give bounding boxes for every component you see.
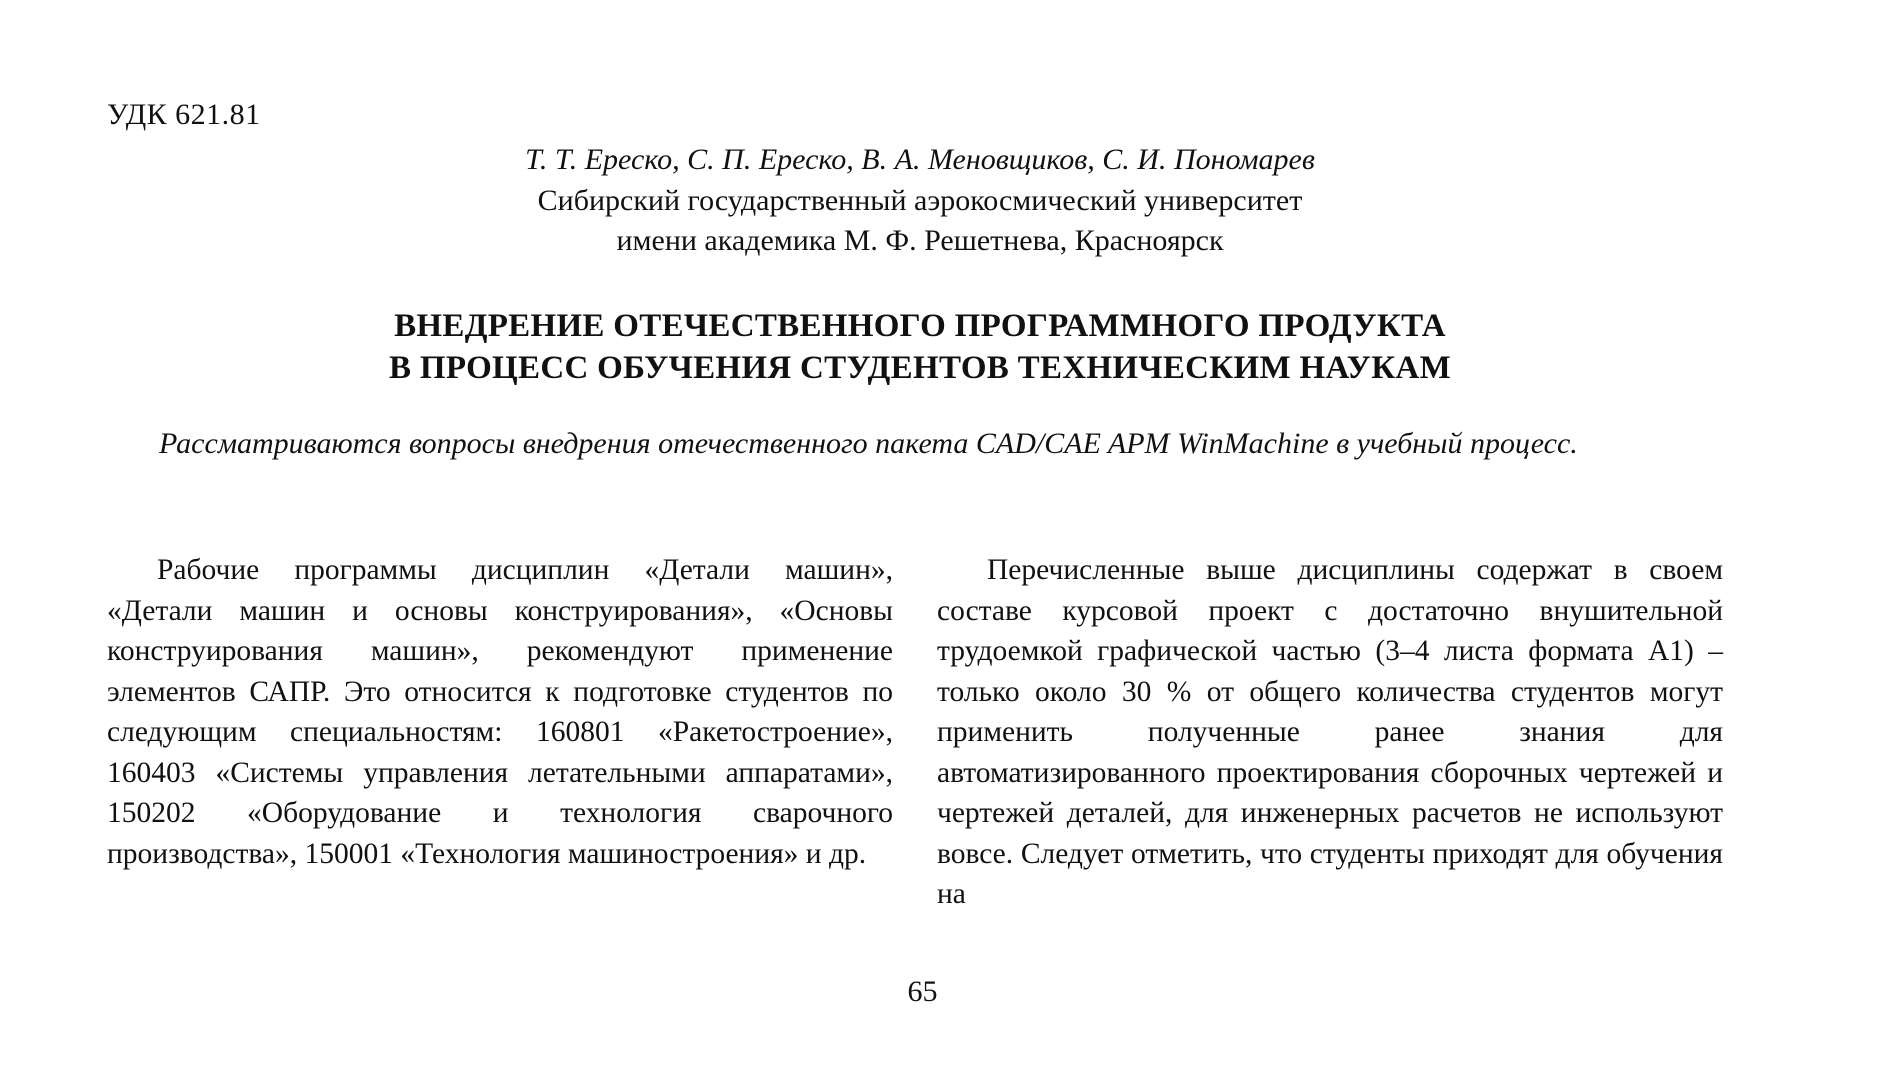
udk-code: УДК 621.81 — [107, 98, 261, 131]
title-line-1: ВНЕДРЕНИЕ ОТЕЧЕСТВЕННОГО ПРОГРАММНОГО ПРОДУКТА — [394, 308, 1446, 344]
page-number: 65 — [907, 975, 938, 1008]
affiliation — [190, 181, 1650, 261]
body-column-right: Перечисленные выше дисциплины содержат в своем составе курсовой проект с достаточно внушительной трудоемкой графической частью (3–4 листа формата А1) – только около 30 % от общего количества студентов могут применить полученные ранее знания для автоматизированного проектирования сборочных чертежей и чертежей деталей, для инженерных расчетов не используют вовсе. Следует отметить, что студенты приходят для обучения на — [937, 554, 1723, 910]
authors-line: Т. Т. Ереско, С. П. Ереско, В. А. Меновщиков, С. И. Пономарев — [525, 143, 1315, 176]
affiliation-line-2: имени академика М. Ф. Решетнева, Красноярск — [616, 224, 1224, 257]
article-title — [190, 305, 1650, 389]
abstract: Рассматриваются вопросы внедрения отечественного пакета CAD/CAE APM WinMachine в учебный процесс. — [159, 427, 1578, 460]
body-column-left: Рабочие программы дисциплин «Детали машин», «Детали машин и основы конструирования», «Основы конструирования машин», рекомендуют применение элементов САПР. Это относится к подготовке студентов по следующим специальностям: 160801 «Ракетостроение», 160403 «Системы управления летательными аппаратами», 150202 «Оборудование и технология сварочного производства», 150001 «Технология машиностроения» и др. — [107, 554, 893, 870]
affiliation-line-1: Сибирский государственный аэрокосмический университет — [537, 184, 1303, 217]
title-line-2: В ПРОЦЕСС ОБУЧЕНИЯ СТУДЕНТОВ ТЕХНИЧЕСКИМ НАУКАМ — [388, 350, 1452, 386]
